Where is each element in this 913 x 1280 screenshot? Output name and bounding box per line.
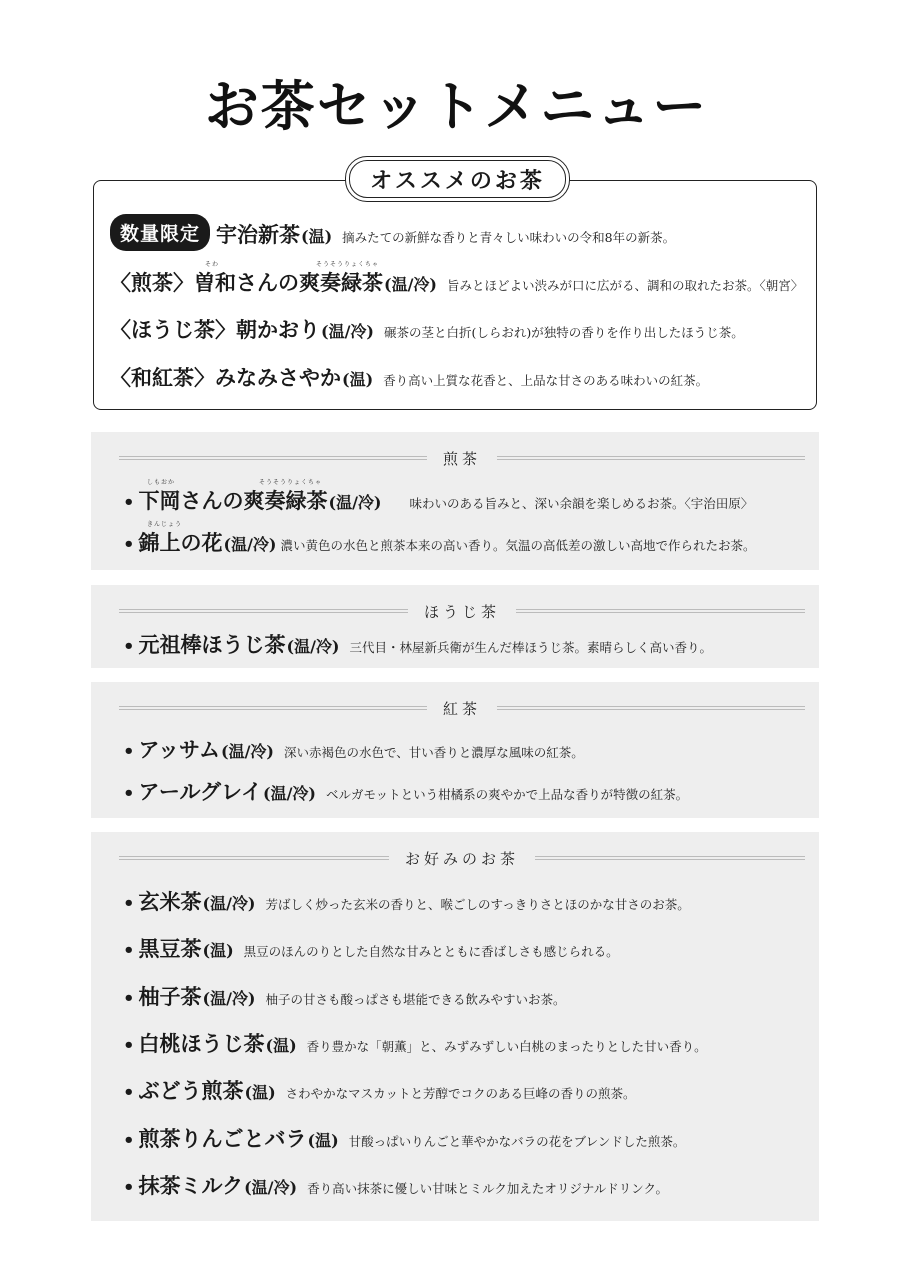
- item-temp: (温/冷): [321, 322, 374, 341]
- header-rule: [535, 856, 805, 860]
- item-desc: 甘酸っぱいりんごと華やかなバラの花をブレンドした煎茶。: [348, 1134, 686, 1149]
- item-ruby: そわ: [205, 261, 220, 268]
- menu-item: [123, 981, 566, 1011]
- item-name: 〈和紅茶〉みなみさやか: [110, 365, 341, 390]
- item-temp: (温/冷): [221, 742, 274, 761]
- item-temp: (温): [202, 941, 234, 960]
- item-desc: ベルガモットという柑橘系の爽やかで上品な香りが特徴の紅茶。: [326, 787, 689, 802]
- section-title: お好みのお茶: [405, 849, 520, 868]
- item-name: 黒豆茶: [138, 936, 202, 961]
- item-desc: 芳ばしく炒った玄米の香りと、喉ごしのすっきりさとほのかな甘さのお茶。: [265, 897, 690, 912]
- item-temp: (温): [342, 370, 374, 389]
- bullet: •: [123, 1177, 135, 1198]
- item-name: 柚子茶: [138, 984, 202, 1009]
- header-rule: [516, 609, 805, 613]
- header-rule: [119, 706, 427, 710]
- bullet: •: [123, 1130, 135, 1151]
- header-rule: [497, 706, 805, 710]
- menu-item: [123, 933, 619, 963]
- item-name: 宇治新茶: [216, 222, 301, 247]
- menu-item: [123, 527, 756, 557]
- section-header: [119, 601, 805, 621]
- recommended-label: オススメのお茶: [345, 156, 570, 202]
- item-temp: (温/冷): [263, 784, 316, 803]
- bullet: •: [123, 893, 135, 914]
- menu-item-asakaori: [110, 314, 744, 344]
- item-ruby: しもおか: [147, 479, 176, 486]
- item-name: ぶどう煎茶: [138, 1078, 244, 1103]
- item-desc: 香り高い抹茶に優しい甘味とミルク加えたオリジナルドリンク。: [307, 1181, 668, 1196]
- header-rule: [119, 456, 427, 460]
- section-title: ほうじ茶: [424, 602, 501, 621]
- menu-item: [123, 1028, 707, 1058]
- item-name: 白桃ほうじ茶: [138, 1031, 265, 1056]
- page-title: お茶セットメニュー: [204, 74, 709, 138]
- bullet: •: [123, 1035, 135, 1056]
- bullet: •: [123, 940, 135, 961]
- header-rule: [119, 609, 408, 613]
- item-ruby: きんじょう: [147, 521, 183, 528]
- item-temp: (温): [301, 227, 333, 246]
- item-desc: 三代目・林屋新兵衛が生んだ棒ほうじ茶。素晴らしく高い香り。: [349, 640, 713, 655]
- section-kocha: [91, 682, 819, 818]
- item-temp: (温/冷): [202, 989, 256, 1008]
- item-temp: (温): [244, 1083, 276, 1102]
- item-temp: (温/冷): [244, 1178, 298, 1197]
- menu-item-uji-shincha: [110, 216, 675, 253]
- bullet: •: [123, 534, 135, 555]
- item-temp: (温): [265, 1036, 297, 1055]
- item-name: 下岡さんの爽奏緑茶: [138, 488, 328, 513]
- item-name: 〈煎茶〉曽和さんの爽奏緑茶: [110, 270, 383, 295]
- bullet: •: [123, 783, 135, 804]
- section-okonomi: [91, 832, 819, 1221]
- item-desc: さわやかなマスカットと芳醇でコクのある巨峰の香りの煎茶。: [285, 1086, 636, 1101]
- item-name: 煎茶りんごとバラ: [138, 1126, 307, 1151]
- item-name: 玄米茶: [138, 889, 202, 914]
- bullet: •: [123, 988, 135, 1009]
- item-name: 錦上の花: [138, 530, 223, 555]
- menu-item: [123, 629, 712, 659]
- item-name: 〈ほうじ茶〉朝かおり: [110, 317, 320, 342]
- menu-item: [123, 776, 688, 806]
- bullet: •: [123, 741, 135, 762]
- item-ruby: そうそうりょくちゃ: [316, 261, 380, 268]
- item-desc: 深い赤褐色の水色で、甘い香りと濃厚な風味の紅茶。: [284, 745, 584, 760]
- section-sencha: [91, 432, 819, 570]
- item-temp: (温/冷): [286, 637, 340, 656]
- item-temp: (温/冷): [328, 493, 382, 512]
- section-header: [119, 698, 805, 718]
- item-desc: 香り高い上質な花香と、上品な甘さのある味わいの紅茶。: [383, 373, 709, 388]
- menu-item-sowa-sencha: [110, 267, 803, 297]
- item-temp: (温/冷): [223, 535, 277, 554]
- bullet: •: [123, 1082, 135, 1103]
- item-name: 元祖棒ほうじ茶: [138, 632, 286, 657]
- item-desc: 旨みとほどよい渋みが口に広がる、調和の取れたお茶。〈朝宮〉: [447, 278, 804, 293]
- menu-item: [123, 734, 584, 764]
- bullet: •: [123, 492, 135, 513]
- item-temp: (温): [307, 1131, 339, 1150]
- item-temp: (温/冷): [384, 275, 437, 294]
- limited-badge: 数量限定: [110, 214, 210, 251]
- item-desc: 柚子の甘さも酸っぱさも堪能できる飲みやすいお茶。: [265, 992, 566, 1007]
- menu-item: [123, 1170, 668, 1200]
- item-desc: 黒豆のほんのりとした自然な甘みとともに香ばしさも感じられる。: [243, 944, 619, 959]
- menu-item: [123, 1123, 685, 1153]
- item-desc: 碾茶の茎と白折(しらおれ)が独特の香りを作り出したほうじ茶。: [384, 325, 744, 340]
- item-name: アッサム: [138, 737, 220, 762]
- header-rule: [119, 856, 389, 860]
- section-hojicha: [91, 585, 819, 668]
- header-rule: [497, 456, 805, 460]
- item-temp: (温/冷): [202, 894, 256, 913]
- menu-item: [123, 1075, 636, 1105]
- item-desc: 摘みたての新鮮な香りと青々しい味わいの令和8年の新茶。: [342, 230, 676, 245]
- section-title: 紅茶: [443, 699, 482, 718]
- section-title: 煎茶: [443, 449, 482, 468]
- menu-item: [123, 485, 753, 515]
- menu-item-minamisayaka: [110, 362, 708, 392]
- section-header: [119, 448, 805, 468]
- item-ruby: そうそうりょくちゃ: [259, 479, 323, 486]
- section-header: [119, 848, 805, 868]
- bullet: •: [123, 636, 135, 657]
- menu-item: [123, 886, 690, 916]
- item-desc: 濃い黄色の水色と煎茶本来の高い香り。気温の高低差の激しい高地で作られたお茶。: [280, 538, 756, 553]
- item-desc: 味わいのある旨みと、深い余韻を楽しめるお茶。〈宇治田原〉: [409, 496, 754, 511]
- item-desc: 香り豊かな「朝薫」と、みずみずしい白桃のまったりとした甘い香り。: [306, 1039, 707, 1054]
- item-name: 抹茶ミルク: [138, 1173, 244, 1198]
- item-name: アールグレイ: [138, 779, 262, 804]
